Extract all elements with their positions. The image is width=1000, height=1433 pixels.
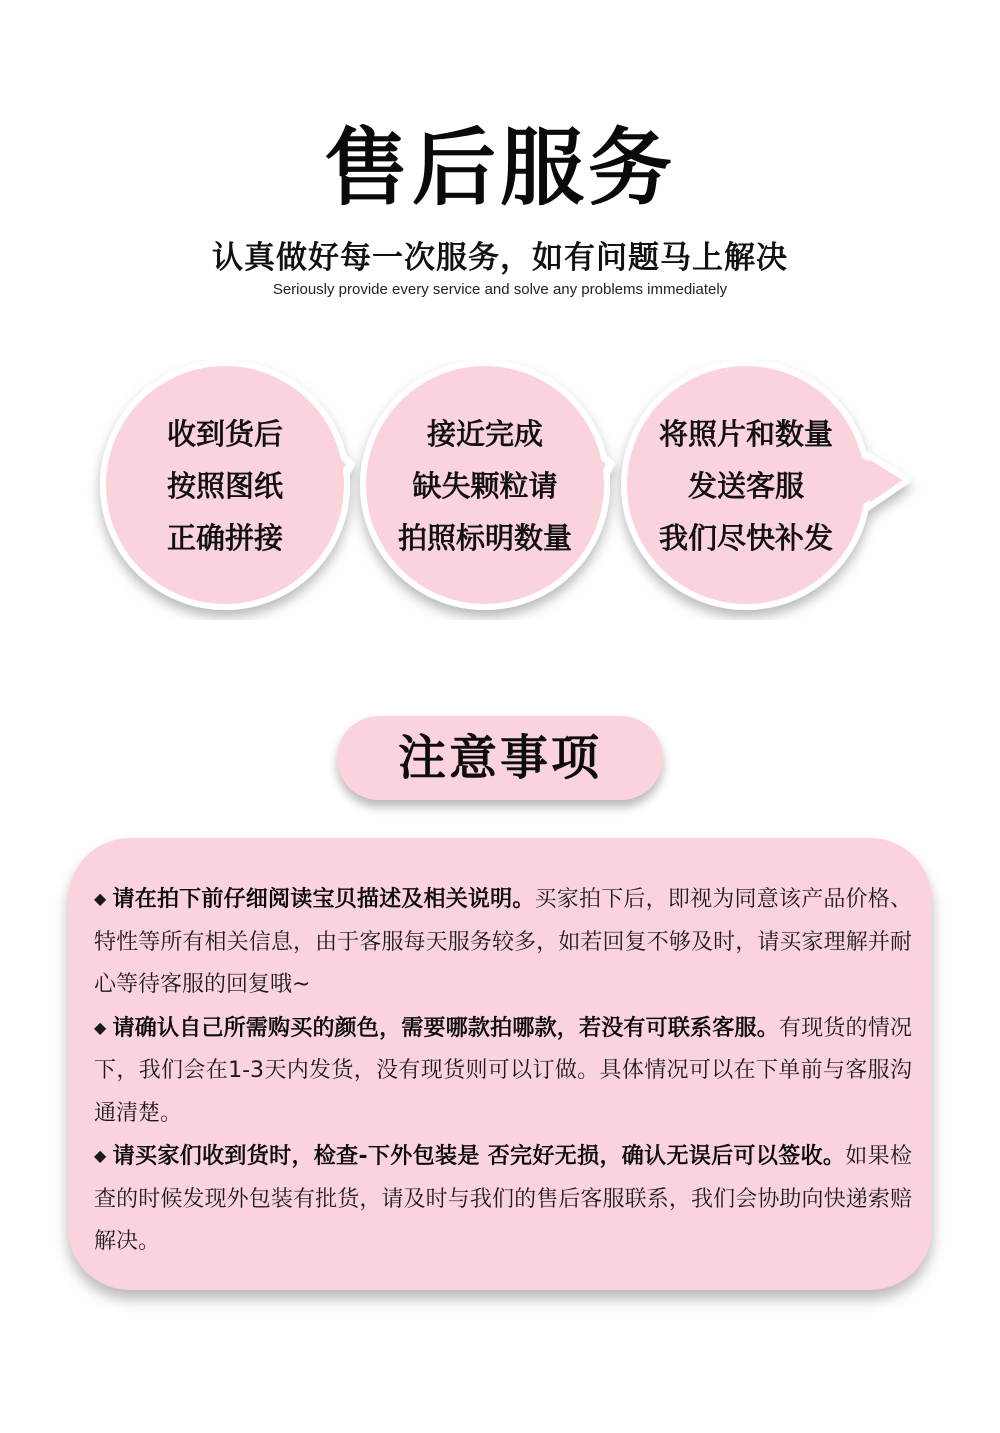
bubble-1-text [115, 408, 335, 564]
bubble-3-line-2: 发送客服 [687, 469, 804, 503]
notice-item-2-bold: 请确认自己所需购买的颜色，需要哪款拍哪款，若没有可联系客服。 [112, 1015, 779, 1041]
bubble-2-line-1: 接近完成 [426, 417, 543, 451]
notice-item-3 [94, 1135, 912, 1264]
page-subtitle: 认真做好每一次服务，如有问题马上解决 [212, 240, 788, 276]
notice-panel [68, 838, 932, 1290]
notice-item-1 [94, 878, 912, 1007]
bubble-3-line-3: 我们尽快补发 [658, 521, 833, 555]
service-steps [0, 360, 1000, 620]
page-title: 售后服务 [323, 119, 676, 217]
bubble-1-line-3: 正确拼接 [166, 521, 283, 555]
bubble-1-line-2: 按照图纸 [166, 469, 283, 503]
bubble-2-line-2: 缺失颗粒请 [412, 469, 558, 503]
notice-item-3-bold: 请买家们收到货时，检查-下外包装是 否完好无损，确认无误后可以签收。 [112, 1144, 846, 1169]
bubble-2-text [375, 408, 595, 564]
diamond-bullet-icon: ◆ [94, 1146, 107, 1165]
bubble-3-text [636, 408, 856, 564]
bubble-1-line-1: 收到货后 [166, 417, 283, 451]
notice-heading: 注意事项 [337, 716, 663, 800]
bubble-2-line-3: 拍照标明数量 [397, 521, 572, 555]
bubble-3-line-1: 将照片和数量 [658, 417, 833, 451]
page-subtitle-english: Seriously provide every service and solve any problems immediately [272, 281, 728, 298]
notice-item-2-text: 有现货的情况下，我们会在1-3天内发货，没有现货则可以订做。具体情况可以在下单前与客服沟通清楚。 [94, 1015, 912, 1126]
notice-item-1-text: 买家拍下后，即视为同意该产品价格、特性等所有相关信息，由于客服每天服务较多，如若回复不够及时，请买家理解并耐心等待客服的回复哦~ [94, 887, 912, 997]
notice-item-3-text: 如果检查的时候发现外包装有批货，请及时与我们的售后客服联系，我们会协助向快递索赔解决。 [94, 1144, 912, 1254]
diamond-bullet-icon: ◆ [94, 1017, 107, 1037]
notice-item-1-bold: 请在拍下前仔细阅读宝贝描述及相关说明。 [112, 887, 535, 912]
notice-item-2 [94, 1007, 912, 1136]
diamond-bullet-icon: ◆ [94, 889, 107, 908]
